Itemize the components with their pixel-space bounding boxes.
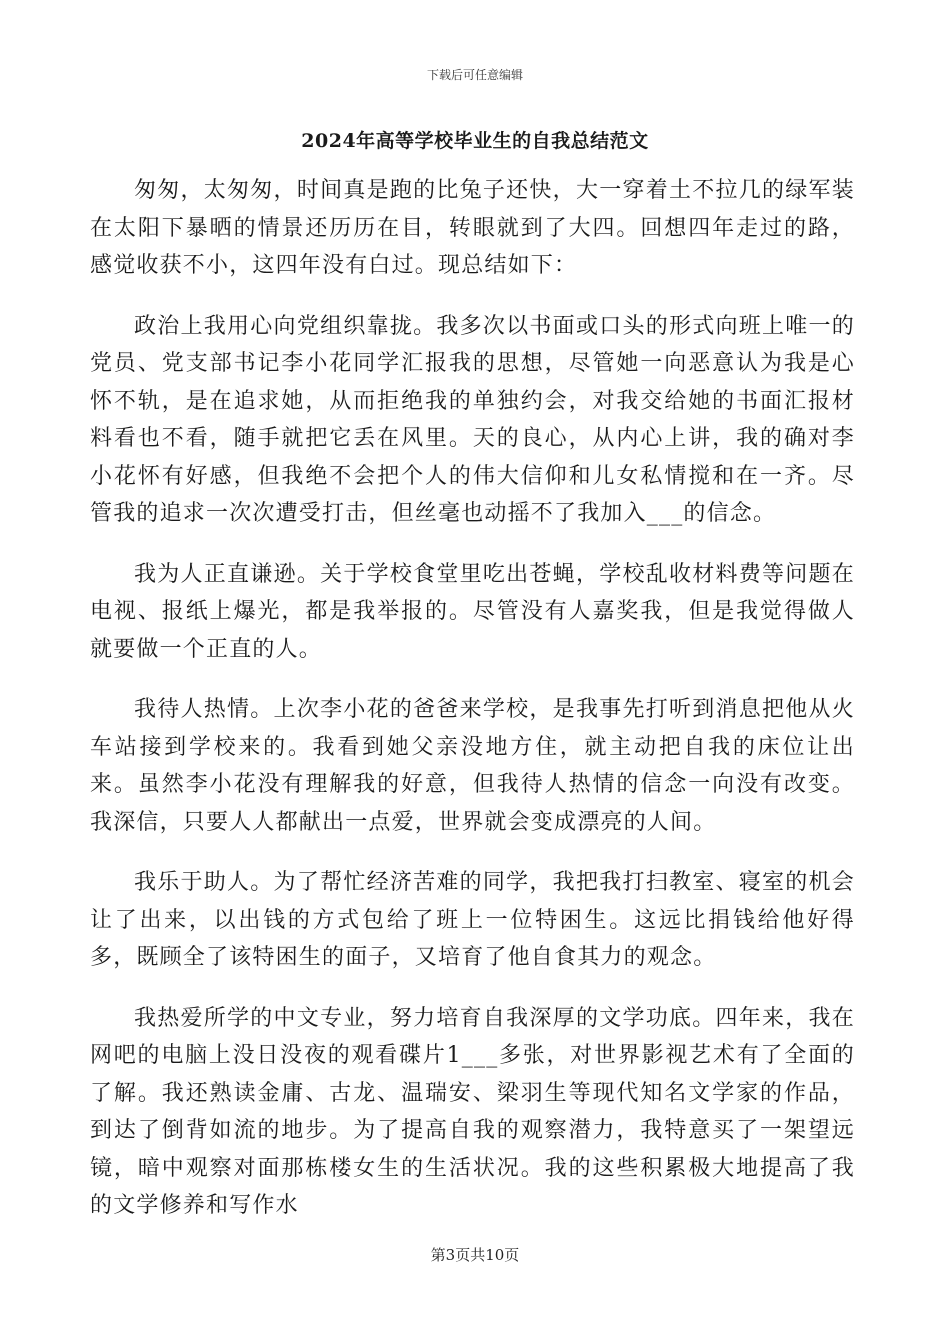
paragraph-politics: 政治上我用心向党组织靠拢。我多次以书面或口头的形式向班上唯一的党员、党支部书记李小花同学汇报我的思想，尽管她一向恶意认为我是心怀不轨，是在追求她，从而拒绝我的单独约会，对我交给她的书面汇报材料看也不看，随手就把它丢在风里。天的良心，从内心上讲，我的确对李小花怀有好感，但我绝不会把个人的伟大信仰和儿女私情搅和在一齐。尽管我的追求一次次遭受打击，但丝毫也动摇不了我加入___的信念。 [90,313,855,526]
paragraph-helpfulness: 我乐于助人。为了帮忙经济苦难的同学，我把我打扫教室、寝室的机会让了出来，以出钱的方式包给了班上一位特困生。这远比捐钱给他好得多，既顾全了该特困生的面子，又培育了他自食其力的观念。 [90,870,855,970]
paragraph-intro: 匆匆，太匆匆，时间真是跑的比兔子还快，大一穿着土不拉几的绿军装在太阳下暴晒的情景还历历在目，转眼就到了大四。回想四年走过的路，感觉收获不小，这四年没有白过。现总结如下： [90,178,855,278]
document-body [90,172,855,1248]
paragraph-integrity: 我为人正直谦逊。关于学校食堂里吃出苍蝇，学校乱收材料费等问题在电视、报纸上爆光，都是我举报的。尽管没有人嘉奖我，但是我觉得做人就要做一个正直的人。 [90,561,855,662]
page-number: 第3页共10页 [430,1246,520,1264]
paragraph-warmth: 我待人热情。上次李小花的爸爸来学校，是我事先打听到消息把他从火车站接到学校来的。我看到她父亲没地方住，就主动把自我的床位让出来。虽然李小花没有理解我的好意，但我待人热情的信念一向没有改变。我深信，只要人人都献出一点爱，世界就会变成漂亮的人间。 [90,697,855,835]
paragraph-studies: 我热爱所学的中文专业，努力培育自我深厚的文学功底。四年来，我在网吧的电脑上没日没夜的观看碟片1___多张，对世界影视艺术有了全面的了解。我还熟读金庸、古龙、温瑞安、梁羽生等现代知名文学家的作品，到达了倒背如流的地步。为了提高自我的观察潜力，我特意买了一架望远镜，暗中观察对面那栋楼女生的生活状况。我的这些积累极大地提高了我的文学修养和写作水 [90,1005,855,1218]
header-note: 下载后可任意编辑 [426,68,523,82]
document-title: 2024年高等学校毕业生的自我总结范文 [301,130,649,152]
